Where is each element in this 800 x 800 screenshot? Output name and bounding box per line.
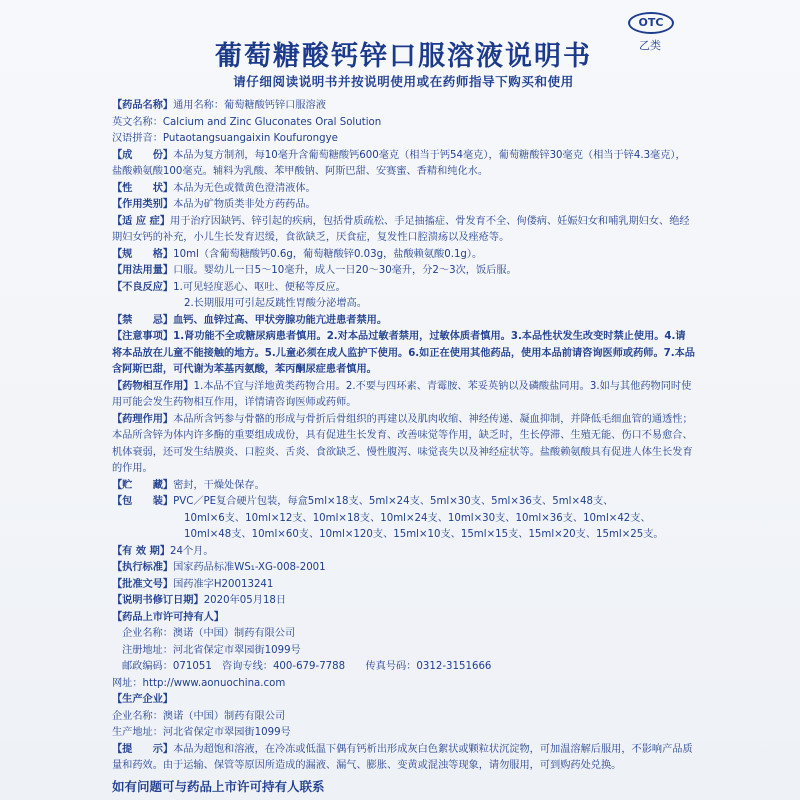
section-label: 【规 格】 [112,248,174,260]
section-label: 【成 份】 [112,149,174,161]
english-name: 英文名称：Calcium and Zinc Gluconates Oral Solution [112,116,382,128]
maker-heading: 【生产企业】 [112,694,174,705]
adverse-line-2: 2.长期服用可引起反跳性胃酸分泌增高。 [184,298,367,309]
section-label: 【提 示】 [112,743,174,755]
section-label: 【适 应 症】 [112,215,171,227]
holder-website: 网址：http://www.aonuochina.com [112,677,286,689]
section-label: 【有 效 期】 [112,545,171,557]
section-text: 血钙、血锌过高、甲状旁腺功能亢进患者禁用。 [173,314,388,326]
holder-contact: 邮政编码：071051 咨询专线：400-679-7788 传真号码：0312-3151666 [122,661,492,672]
validity-section [112,544,695,561]
package-line-3: 10ml×48支、10ml×60支、10ml×120支、15ml×10支、15ml×15支、15ml×20支、15ml×25支。 [184,529,664,540]
drug-name-section [112,98,695,115]
package-line-1: PVC／PE复合硬片包装，每盒5ml×18支、5ml×24支、5ml×30支、5ml×36支、5ml×48支、 [173,496,614,507]
package-section [112,494,695,511]
revision-section [112,593,695,610]
approval-section [112,577,695,594]
section-text: 本品为无色或微黄色澄清液体。 [173,182,316,194]
section-label: 【贮 藏】 [112,479,174,491]
dosage-section [112,263,695,280]
holder-address: 注册地址：河北省保定市翠园街1099号 [122,644,301,656]
section-label: 【性 状】 [112,182,174,194]
section-text: 本品所含钙参与骨骼的形成与骨折后骨组织的再建以及肌肉收缩、神经传递、凝血抑制，并降低毛细血管的通透性；本品所含锌为体内许多酶的重要组成成份，具有促进生长发育、改善味觉等作用，缺乏时，生长停滞、生殖无能、伤口不易愈合、机体衰弱，还可发生结膜炎、口腔炎、舌炎、食欲缺乏、慢性腹泻、味觉丧失以及神经症状等。盐酸赖氨酸具有促进人体生长发育的作用。 [112,413,693,474]
section-label: 【执行标准】 [112,562,174,573]
section-label: 【注意事项】 [112,331,174,342]
section-text: 1.本品不宜与洋地黄类药物合用。2.不要与四环素、青霉胺、苯妥英钠以及磷酸盐同用。3.如与其他药物同时使用可能会发生药物相互作用，详情请咨询医师或药师。 [112,380,692,408]
section-label: 【药物相互作用】 [112,380,194,392]
section-text: 24个月。 [170,545,214,557]
section-label: 【禁 忌】 [112,314,174,326]
section-text: 国家药品标准WS₁-XG-008-2001 [173,562,326,573]
otc-badge: OTC [628,12,674,34]
storage-section [112,478,695,495]
adverse-line-1: 1.可见轻度恶心、呕吐、便秘等反应。 [173,281,346,293]
footer-contact-note: 如有问题可与药品上市许可持有人联系 [112,778,325,794]
section-text: 10ml（含葡萄糖酸钙0.6g，葡萄糖酸锌0.03g，盐酸赖氨酸0.1g）。 [173,248,483,260]
package-line-2: 10ml×6支、10ml×12支、10ml×18支、10ml×24支、10ml×30支、10ml×36支、10ml×42支、 [184,512,651,524]
character-section [112,181,695,198]
section-text: 密封，干燥处保存。 [173,479,265,491]
section-label: 【药品名称】 [112,100,174,111]
otc-class-label: 乙类 [639,39,661,52]
category-section [112,197,695,214]
maker-address: 生产地址：河北省保定市翠园街1099号 [112,727,291,738]
section-label: 【用法用量】 [112,265,174,276]
section-label: 【药理作用】 [112,413,174,425]
section-text: 本品为超饱和溶液，在冷冻或低温下偶有钙析出形成灰白色絮状或颗粒状沉淀物，可加温溶解后服用，不影响产品质量和药效。由于运输、保管等原因所造成的漏液、漏气、膨胀、变黄或混浊等现象，请勿服用，可到购药处兑换。 [112,743,693,771]
adverse-section [112,280,695,297]
pinyin-name: 汉语拼音：Putaotangsuangaixin Koufurongye [112,133,338,144]
section-text: 用于治疗因缺钙、锌引起的疾病，包括骨质疏松、手足抽搐症、骨发育不全、佝偻病、妊娠妇女和哺乳期妇女、绝经期妇女钙的补充，小儿生长发育迟缓，食欲缺乏，厌食症，复发性口腔溃疡以及痤疮等。 [112,215,690,243]
pharmacology-section [112,412,695,478]
document-subtitle: 请仔细阅读说明书并按说明使用或在药师指导下购买和使用 [233,74,574,89]
tip-section [112,742,695,775]
spec-section [112,247,695,264]
section-text: 本品为矿物质类非处方药药品。 [173,199,316,210]
document-title: 葡萄糖酸钙锌口服溶液说明书 [215,41,592,72]
holder-heading: 【药品上市许可持有人】 [112,611,225,623]
section-text: 本品为复方制剂，每10毫升含葡萄糖酸钙600毫克（相当于钙54毫克），葡萄糖酸锌30毫克（相当于锌4.3毫克），盐酸赖氨酸100毫克。辅料为乳酸、苯甲酸钠、阿斯巴甜、安赛蜜、香精和纯化水。 [112,149,686,177]
section-label: 【作用类别】 [112,199,174,210]
section-label: 【不良反应】 [112,281,174,293]
section-text: 2020年05月18日 [203,595,287,606]
section-label: 【说明书修订日期】 [112,595,204,606]
cautions-section [112,329,695,379]
section-text: 口服。婴幼儿一日5～10毫升，成人一日20～30毫升，分2～3次，饭后服。 [173,265,517,276]
section-label: 【包 装】 [112,496,174,507]
common-name: 通用名称：葡萄糖酸钙锌口服溶液 [173,100,326,111]
holder-company: 企业名称：澳诺（中国）制药有限公司 [122,628,296,639]
indication-section [112,214,695,247]
section-label: 【批准文号】 [112,578,174,590]
standard-section [112,560,695,577]
maker-company: 企业名称：澳诺（中国）制药有限公司 [112,710,286,722]
interaction-section [112,379,695,412]
section-text: 1.肾功能不全或糖尿病患者慎用。2.对本品过敏者禁用，过敏体质者慎用。3.本品性状发生改变时禁止使用。4.请将本品放在儿童不能接触的地方。5.儿童必须在成人监护下使用。6.如正在使用其他药品，使用本品前请咨询医师或药师。7.本品含阿斯巴甜，可代谢为苯基丙氨酸，苯丙酮尿症患者慎用。 [112,331,695,375]
composition-section [112,148,695,181]
contraindication-section [112,313,695,330]
section-text: 国药准字H20013241 [173,578,274,590]
